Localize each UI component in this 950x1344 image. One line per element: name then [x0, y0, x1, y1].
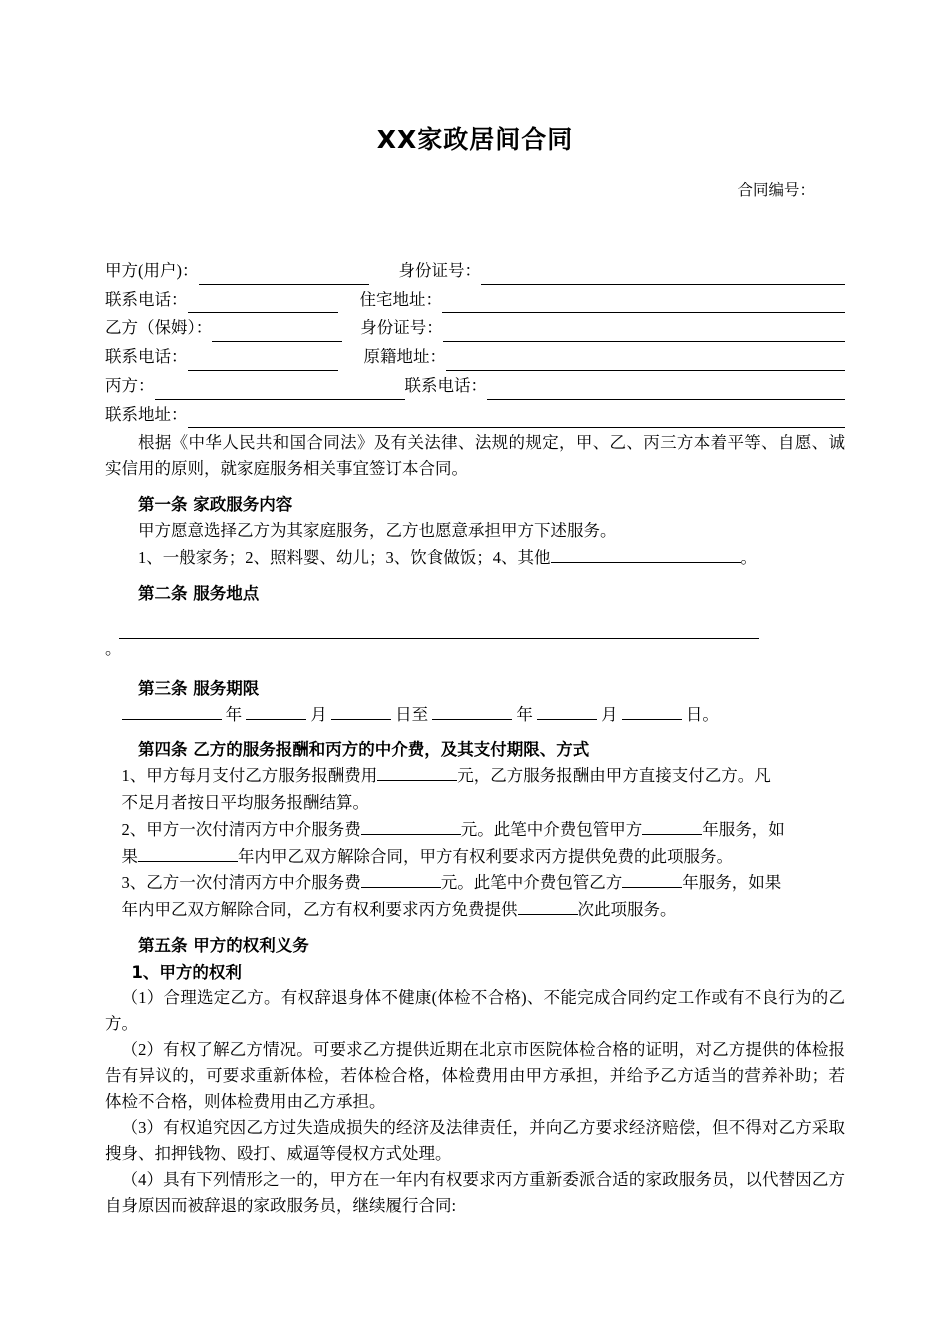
article-4-item-2-years-field[interactable] — [642, 834, 702, 835]
term-end-month-field[interactable] — [537, 719, 597, 720]
term-start-year-label: 年 — [225, 704, 243, 724]
article-4-item-2-cont — [105, 844, 845, 870]
article-5-clause-4: （4）具有下列情形之一的，甲方在一年内有权要求丙方重新委派合适的家政服务员，以代替因乙方自身原因而被辞退的家政服务员，继续履行合同: — [105, 1170, 845, 1216]
article-4-item-3 — [105, 870, 845, 896]
article-4-item-2-part-2: 元。此笔中介费包管甲方 — [460, 819, 643, 839]
article-4-item-3-part-4: 年内甲乙双方解除合同，乙方有权利要求丙方免费提供 — [121, 900, 518, 920]
party-label-jiafang-id: 身份证号： — [398, 261, 481, 280]
article-4-item-2-years-field-2[interactable] — [138, 861, 238, 862]
article-4-item-1-amount-field[interactable] — [377, 780, 457, 781]
article-4-item-3-amount-field[interactable] — [361, 887, 441, 888]
article-4-item-2-part-4: 果 — [121, 846, 138, 866]
article-2-trailing-dot: 。 — [105, 638, 122, 658]
party-row-yifang-phone — [105, 344, 845, 371]
term-end-year-field[interactable] — [432, 719, 512, 720]
party-label-yifang-id: 身份证号： — [360, 318, 443, 338]
party-field-jiafang-name[interactable] — [199, 266, 369, 284]
article-3-term-line — [105, 702, 845, 728]
article-4-item-2-part-5: 年内甲乙双方解除合同，甲方有权利要求丙方提供免费的此项服务。 — [238, 846, 733, 866]
party-field-contact-address[interactable] — [188, 410, 846, 428]
page-title: XX家政居间合同 — [376, 125, 574, 154]
article-4-item-2 — [105, 817, 845, 843]
party-field-bingfang-phone[interactable] — [487, 381, 845, 399]
party-row-jiafang-phone — [105, 287, 845, 314]
article-4-item-2-part-3: 年服务，如 — [702, 819, 785, 839]
party-field-bingfang-name[interactable] — [155, 381, 405, 399]
term-end-month-label: 月 — [601, 704, 618, 724]
article-4-item-3-part-2: 元。此笔中介费包管乙方 — [440, 873, 623, 893]
article-4-heading: 第四条 乙方的服务报酬和丙方的中介费，及其支付期限、方式 — [138, 740, 590, 760]
party-label-jiafang: 甲方(用户)： — [105, 261, 199, 280]
article-4-item-3-part-3: 年服务，如果 — [682, 873, 782, 893]
article-1-other-field[interactable] — [551, 562, 741, 563]
article-4-item-3-years-field[interactable] — [622, 887, 682, 888]
party-field-yifang-name[interactable] — [212, 324, 342, 342]
article-5-clause-2: （2）有权了解乙方情况。可要求乙方提供近期在北京市医院体检合格的证明，对乙方提供的体检报告有异议的，可要求重新体检，若体检合格，体检费用由甲方承担，并给予乙方适当的营养补助；若体检不合格，则体检费用由乙方承担。 — [105, 1039, 845, 1112]
party-label-jiafang-phone: 联系电话： — [105, 289, 188, 309]
article-4-item-2-amount-field[interactable] — [361, 834, 461, 835]
party-information-block — [105, 258, 845, 428]
party-label-bingfang-phone: 联系电话： — [404, 375, 487, 395]
party-field-jiafang-address[interactable] — [442, 295, 845, 313]
article-5-heading: 第五条 甲方的权利义务 — [138, 935, 309, 955]
party-row-jiafang — [105, 258, 845, 285]
article-4-item-3-part-1: 3、乙方一次付清丙方中介服务费 — [121, 873, 361, 893]
party-label-bingfang: 丙方： — [105, 375, 155, 395]
article-4-item-3-part-5: 次此项服务。 — [577, 900, 677, 920]
term-end-day-field[interactable] — [622, 719, 682, 720]
party-label-yifang-phone: 联系电话： — [105, 347, 188, 367]
article-4-item-3-cont — [105, 897, 845, 923]
party-label-jiafang-address: 住宅地址： — [359, 289, 442, 309]
article-1-services-text: 1、一般家务；2、照料婴、幼儿；3、饮食做饭；4、其他 — [138, 548, 551, 568]
term-start-month-field[interactable] — [246, 719, 306, 720]
party-field-yifang-origin[interactable] — [446, 353, 845, 371]
article-4-item-3-times-field[interactable] — [518, 914, 578, 915]
article-4-item-1-part-2: 元，乙方服务报酬由甲方直接支付乙方。凡 — [457, 766, 771, 786]
term-start-day-label: 日至 — [395, 704, 429, 724]
term-end-day-label: 日。 — [685, 704, 719, 724]
article-4-item-1 — [105, 763, 845, 789]
party-field-jiafang-phone[interactable] — [188, 295, 338, 313]
article-5-clause-1: （1）合理选定乙方。有权辞退身体不健康(体检不合格)、不能完成合同约定工作或有不良行为的乙方。 — [105, 987, 845, 1033]
article-2-location-field[interactable] — [119, 612, 759, 639]
party-field-jiafang-id[interactable] — [481, 266, 845, 284]
term-start-year-field[interactable] — [122, 719, 222, 720]
article-1-heading: 第一条 家政服务内容 — [138, 495, 293, 515]
article-4-item-2-part-1: 2、甲方一次付清丙方中介服务费 — [121, 819, 361, 839]
party-row-contact-address — [105, 402, 845, 429]
preamble-paragraph: 根据《中华人民共和国合同法》及有关法律、法规的规定，甲、乙、丙三方本着平等、自愿、诚实信用的原则，就家庭服务相关事宜签订本合同。 — [105, 433, 845, 479]
party-label-yifang-origin: 原籍地址： — [363, 347, 446, 367]
article-4-item-1-cont: 不足月者按日平均服务报酬结算。 — [121, 793, 369, 813]
article-5-sub-heading: 1、甲方的权利 — [131, 962, 242, 982]
party-row-bingfang — [105, 373, 845, 400]
article-1-line-2 — [105, 545, 845, 571]
article-1-tail: 。 — [740, 548, 757, 568]
article-4-item-1-part-1: 1、甲方每月支付乙方服务报酬费用 — [121, 766, 378, 786]
term-start-day-field[interactable] — [331, 719, 391, 720]
party-field-yifang-id[interactable] — [443, 324, 845, 342]
party-row-yifang — [105, 315, 845, 342]
party-field-yifang-phone[interactable] — [188, 353, 338, 371]
article-5-clause-3: （3）有权追究因乙方过失造成损失的经济及法律责任，并向乙方要求经济赔偿，但不得对乙方采取搜身、扣押钱物、殴打、威逼等侵权方式处理。 — [105, 1118, 845, 1164]
term-end-year-label: 年 — [516, 704, 533, 724]
contract-number-label: 合同编号： — [737, 182, 815, 199]
party-label-contact-address: 联系地址： — [105, 404, 188, 424]
party-label-yifang: 乙方（保姆）： — [105, 318, 213, 338]
article-1-line-1: 甲方愿意选择乙方为其家庭服务，乙方也愿意承担甲方下述服务。 — [138, 521, 617, 541]
term-start-month-label: 月 — [310, 704, 327, 724]
article-3-heading: 第三条 服务期限 — [138, 678, 260, 698]
article-2-heading: 第二条 服务地点 — [138, 583, 260, 603]
